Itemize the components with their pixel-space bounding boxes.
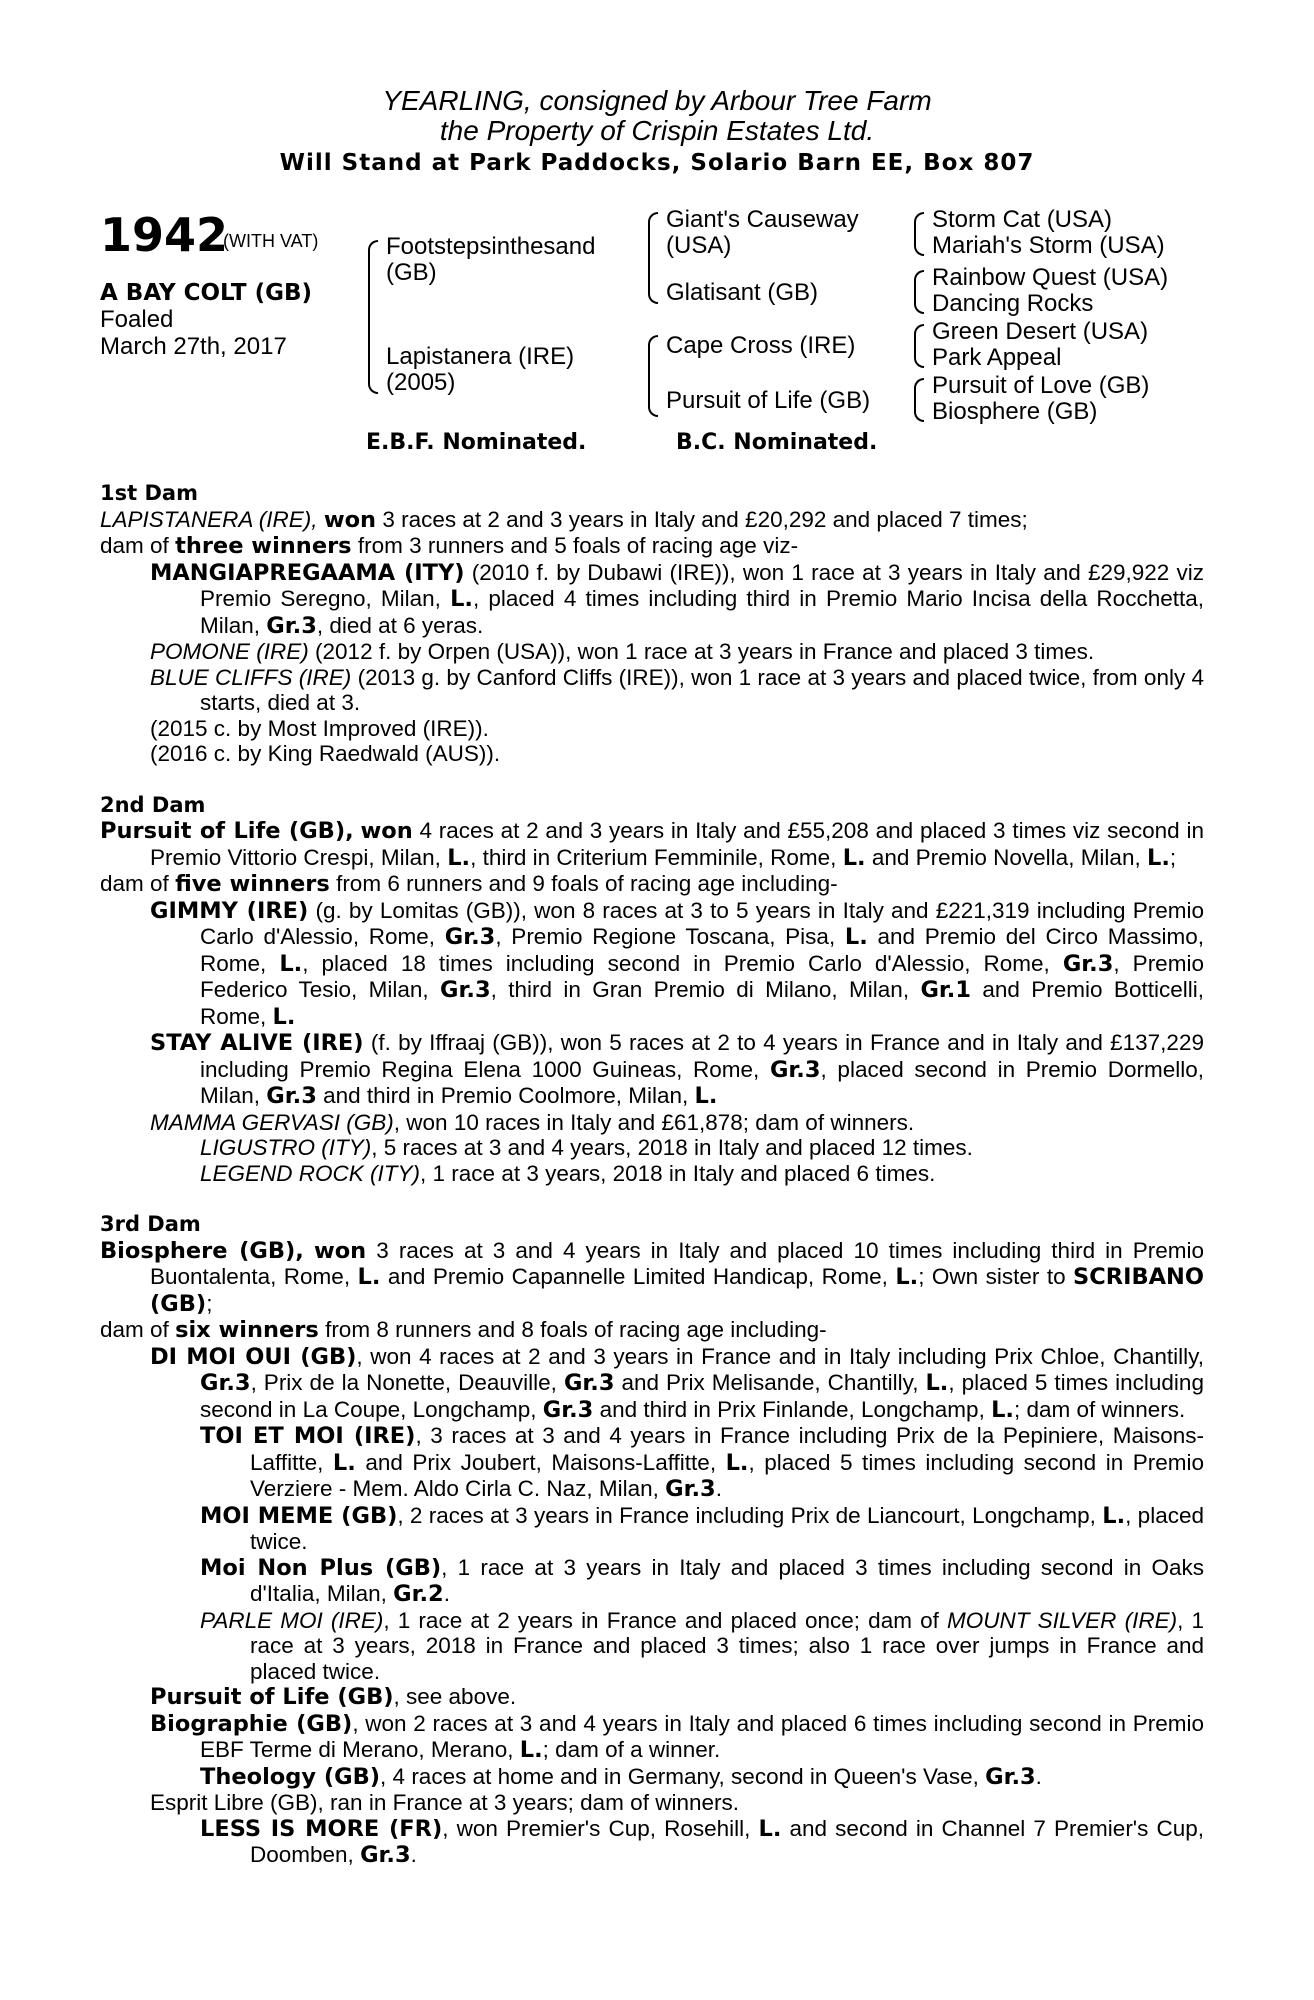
third-dam-produce: dam of six winners from 8 runners and 8 foals of racing age including- <box>100 1317 827 1343</box>
pedigree-sire-sire-country: (USA) <box>666 232 732 259</box>
property-line: the Property of Crispin Estates Ltd. <box>439 115 875 146</box>
grand-offspring-entry: MOI MEME (GB), 2 races at 3 years in France including Prix de Liancourt, Longchamp, L., placed twice. <box>200 1502 1204 1554</box>
pedigree-brace-sire <box>648 212 658 304</box>
offspring-entry: MAMMA GERVASI (GB), won 10 races in Italy and £61,878; dam of winners. <box>150 1109 915 1135</box>
pedigree-dam: Lapistanera (IRE) <box>386 343 575 370</box>
pedigree-sire-country: (GB) <box>386 259 437 286</box>
offspring-entry: DI MOI OUI (GB), won 4 races at 2 and 3 years in France and in Italy including Prix Chloe, Chantilly, Gr.3, Prix de la Nonette, Deauville, Gr.3 and Prix Melisande, Chantilly, L., placed 5 times including second in La Coupe, Longchamp, Gr.3 and third in Prix Finlande, Longchamp, L.; dam of winners. <box>150 1343 1205 1423</box>
offspring-entry: Pursuit of Life (GB), see above. <box>150 1684 517 1710</box>
pedigree-dam-year: (2005) <box>386 369 456 396</box>
second-dam-title: 2nd Dam <box>100 792 206 817</box>
lot-name: A BAY COLT (GB) <box>100 280 313 306</box>
grand-offspring-entry: LEGEND ROCK (ITY), 1 race at 3 years, 2018 in Italy and placed 6 times. <box>200 1160 936 1186</box>
second-dam-produce: dam of five winners from 6 runners and 9 foals of racing age including- <box>100 871 838 897</box>
pedigree-notes <box>100 481 1204 1869</box>
consignor-line: YEARLING, consigned by Arbour Tree Farm <box>382 85 932 116</box>
pedigree-gg4: Dancing Rocks <box>932 290 1094 317</box>
grand-offspring-entry: TOI ET MOI (IRE), 3 races at 3 and 4 years in France including Prix de la Pepiniere, Maisons-Laffitte, L. and Prix Joubert, Maisons-Laffitte, L., placed 5 times including second in Premio Verziere - Mem. Aldo Cirla C. Naz, Milan, Gr.3. <box>200 1423 1204 1502</box>
grand-offspring-entry: LESS IS MORE (FR), won Premier's Cup, Rosehill, L. and second in Channel 7 Premier's Cup, Doomben, Gr.3. <box>200 1815 1204 1868</box>
offspring-entry: (2016 c. by King Raedwald (AUS)). <box>150 741 501 766</box>
offspring-entry: Esprit Libre (GB), ran in France at 3 years; dam of winners. <box>150 1790 739 1815</box>
stand-line: Will Stand at Park Paddocks, Solario Barn EE, Box 807 <box>279 150 1035 176</box>
third-dam-record: Biosphere (GB), won 3 races at 3 and 4 years in Italy and placed 10 times including third in Premio Buontalenta, Rome, L. and Premio Capannelle Limited Handicap, Rome, L.; Own sister to SCRIBANO (GB); <box>100 1237 1204 1317</box>
foaled-date: March 27th, 2017 <box>100 333 287 360</box>
pedigree-gg3: Rainbow Quest (USA) <box>932 264 1169 291</box>
pedigree-gg8: Biosphere (GB) <box>932 398 1098 425</box>
pedigree-brace-gg4 <box>914 378 924 422</box>
pedigree-gg6: Park Appeal <box>932 344 1062 371</box>
pedigree-gg2: Mariah's Storm (USA) <box>932 232 1165 259</box>
bc-nominated: B.C. Nominated. <box>676 430 878 455</box>
pedigree-gg5: Green Desert (USA) <box>932 318 1149 345</box>
first-dam-produce: dam of three winners from 3 runners and 5 foals of racing age viz- <box>100 533 799 559</box>
pedigree-brace-dam <box>648 335 658 417</box>
first-dam-title: 1st Dam <box>100 481 198 505</box>
offspring-entry: BLUE CLIFFS (IRE) (2013 g. by Canford Cliffs (IRE)), won 1 race at 3 years and placed twice, from only 4 starts, died at 3. <box>150 664 1204 715</box>
pedigree-dam-sire: Cape Cross (IRE) <box>666 332 856 359</box>
pedigree-brace-gg3 <box>914 324 924 368</box>
lot-number: 1942 <box>100 208 229 262</box>
ebf-nominated: E.B.F. Nominated. <box>366 430 587 455</box>
foaled-label: Foaled <box>100 306 174 333</box>
pedigree-dam-dam: Pursuit of Life (GB) <box>666 387 871 414</box>
pedigree-brace-main <box>368 240 378 394</box>
lot-vat: (WITH VAT) <box>223 231 319 251</box>
pedigree-sire: Footstepsinthesand <box>386 233 596 260</box>
pedigree-gg7: Pursuit of Love (GB) <box>932 372 1150 399</box>
third-dam-title: 3rd Dam <box>100 1212 201 1236</box>
grand-offspring-entry: Moi Non Plus (GB), 1 race at 3 years in Italy and placed 3 times including second in Oaks d'Italia, Milan, Gr.2. <box>200 1554 1204 1607</box>
offspring-entry: Biographie (GB), won 2 races at 3 and 4 years in Italy and placed 6 times including second in Premio EBF Terme di Merano, Merano, L.; dam of a winner. <box>150 1710 1204 1763</box>
pedigree-sire-sire: Giant's Causeway <box>666 206 859 233</box>
offspring-entry: STAY ALIVE (IRE) (f. by Iffraaj (GB)), won 5 races at 2 to 4 years in France and in Italy and £137,229 including Premio Regina Elena 1000 Guineas, Rome, Gr.3, placed second in Premio Dormello, Milan, Gr.3 and third in Premio Coolmore, Milan, L. <box>150 1030 1204 1109</box>
grand-offspring-entry: Theology (GB), 4 races at home and in Germany, second in Queen's Vase, Gr.3. <box>200 1763 1042 1790</box>
lot-foaled <box>100 306 287 360</box>
offspring-entry: GIMMY (IRE) (g. by Lomitas (GB)), won 8 races at 3 to 5 years in Italy and £221,319 including Premio Carlo d'Alessio, Rome, Gr.3, Premio Regione Toscana, Pisa, L. and Premio del Circo Massimo, Rome, L., placed 18 times including second in Premio Carlo d'Alessio, Rome, Gr.3, Premio Federico Tesio, Milan, Gr.3, third in Gran Premio di Milano, Milan, Gr.1 and Premio Botticelli, Rome, L. <box>150 897 1204 1030</box>
grand-offspring-entry: PARLE MOI (IRE), 1 race at 2 years in France and placed once; dam of MOUNT SILVER (IRE), 1 race at 3 years, 2018 in France and placed 3 times; also 1 race over jumps in France and placed twice. <box>200 1607 1204 1684</box>
second-dam-record: Pursuit of Life (GB), won 4 races at 2 and 3 years in Italy and £55,208 and placed 3 times viz second in Premio Vittorio Crespi, Milan, L., third in Criterium Femminile, Rome, L. and Premio Novella, Milan, L.; <box>100 818 1204 871</box>
pedigree-gg1: Storm Cat (USA) <box>932 206 1113 233</box>
offspring-entry: POMONE (IRE) (2012 f. by Orpen (USA)), won 1 race at 3 years in France and placed 3 times. <box>150 639 1095 664</box>
header <box>0 86 1314 176</box>
offspring-entry: MANGIAPREGAAMA (ITY) (2010 f. by Dubawi (IRE)), won 1 race at 3 years in Italy and £29,922 viz Premio Seregno, Milan, L., placed 4 times including third in Premio Mario Incisa della Rocchetta, Milan, Gr.3, died at 6 yeras. <box>150 559 1204 639</box>
pedigree-sire-dam: Glatisant (GB) <box>666 279 819 306</box>
first-dam-record: LAPISTANERA (IRE), won 3 races at 2 and 3 years in Italy and £20,292 and placed 7 times; <box>100 506 1028 533</box>
pedigree-brace-gg2 <box>914 270 924 314</box>
grand-offspring-entry: LIGUSTRO (ITY), 5 races at 3 and 4 years, 2018 in Italy and placed 12 times. <box>200 1135 973 1160</box>
pedigree-brace-gg1 <box>914 212 924 256</box>
offspring-entry: (2015 c. by Most Improved (IRE)). <box>150 715 489 741</box>
